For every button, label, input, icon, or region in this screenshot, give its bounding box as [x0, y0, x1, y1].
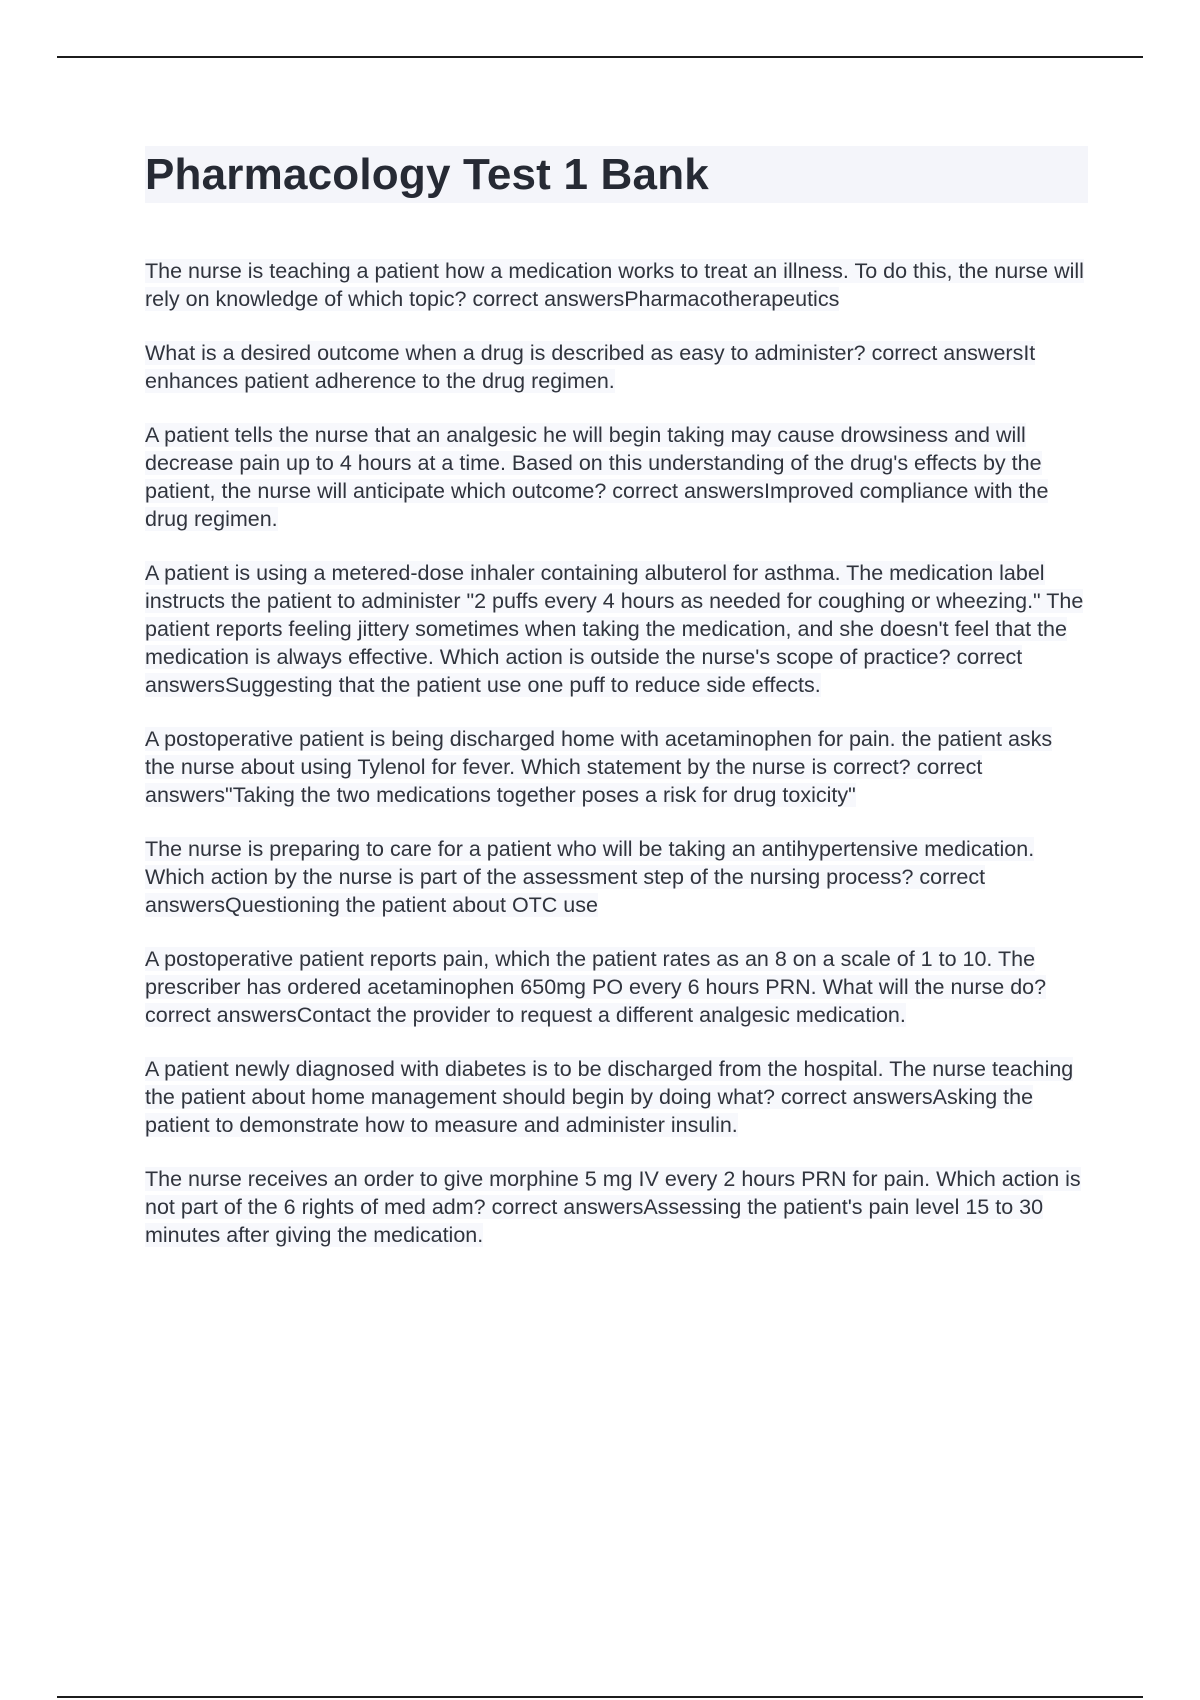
title-band [145, 146, 1088, 203]
question-text: The nurse is preparing to care for a patient who will be taking an antihypertensive medication. Which action by the nurse is part of the assessment step of the nursing process? correct answersQuestioning the patient about OTC use [145, 837, 1035, 917]
question-item [145, 725, 1088, 809]
question-text: A postoperative patient reports pain, which the patient rates as an 8 on a scale of 1 to 10. The prescriber has ordered acetaminophen 650mg PO every 6 hours PRN. What will the nurse do? correct answersContact the provider to request a different analgesic medication. [145, 947, 1047, 1027]
question-text: A patient is using a metered-dose inhaler containing albuterol for asthma. The medication label instructs the patient to administer "2 puffs every 4 hours as needed for coughing or wheezing." The patient reports feeling jittery sometimes when taking the medication, and she doesn't feel that the medication is always effective. Which action is outside the nurse's scope of practice? correct answersSuggesting that the patient use one puff to reduce side effects. [145, 561, 1084, 697]
question-text: The nurse receives an order to give morphine 5 mg IV every 2 hours PRN for pain. Which action is not part of the 6 rights of med adm? correct answersAssessing the patient's pain level 15 to 30 minutes after giving the medication. [145, 1167, 1081, 1247]
question-text: A patient tells the nurse that an analgesic he will begin taking may cause drowsiness and will decrease pain up to 4 hours at a time. Based on this understanding of the drug's effects by the patient, the nurse will anticipate which outcome? correct answersImproved compliance with the drug regimen. [145, 423, 1049, 531]
document-body [145, 146, 1088, 1275]
question-item [145, 835, 1088, 919]
question-item [145, 1165, 1088, 1249]
question-text: What is a desired outcome when a drug is described as easy to administer? correct answersIt enhances patient adherence to the drug regimen. [145, 341, 1036, 393]
question-item [145, 945, 1088, 1029]
question-text: The nurse is teaching a patient how a medication works to treat an illness. To do this, the nurse will rely on knowledge of which topic? correct answersPharmacotherapeutics [145, 259, 1084, 311]
bottom-rule [57, 1696, 1143, 1698]
question-text: A patient newly diagnosed with diabetes is to be discharged from the hospital. The nurse teaching the patient about home management should begin by doing what? correct answersAsking the patient to demonstrate how to measure and administer insulin. [145, 1057, 1074, 1137]
question-item [145, 421, 1088, 533]
top-rule [57, 56, 1143, 58]
question-item [145, 339, 1088, 395]
question-list [145, 257, 1088, 1249]
page-title: Pharmacology Test 1 Bank [145, 149, 709, 199]
question-item [145, 559, 1088, 699]
question-item [145, 257, 1088, 313]
question-item [145, 1055, 1088, 1139]
question-text: A postoperative patient is being discharged home with acetaminophen for pain. the patient asks the nurse about using Tylenol for fever. Which statement by the nurse is correct? correct answers"Taking the two medications together poses a risk for drug toxicity" [145, 727, 1053, 807]
